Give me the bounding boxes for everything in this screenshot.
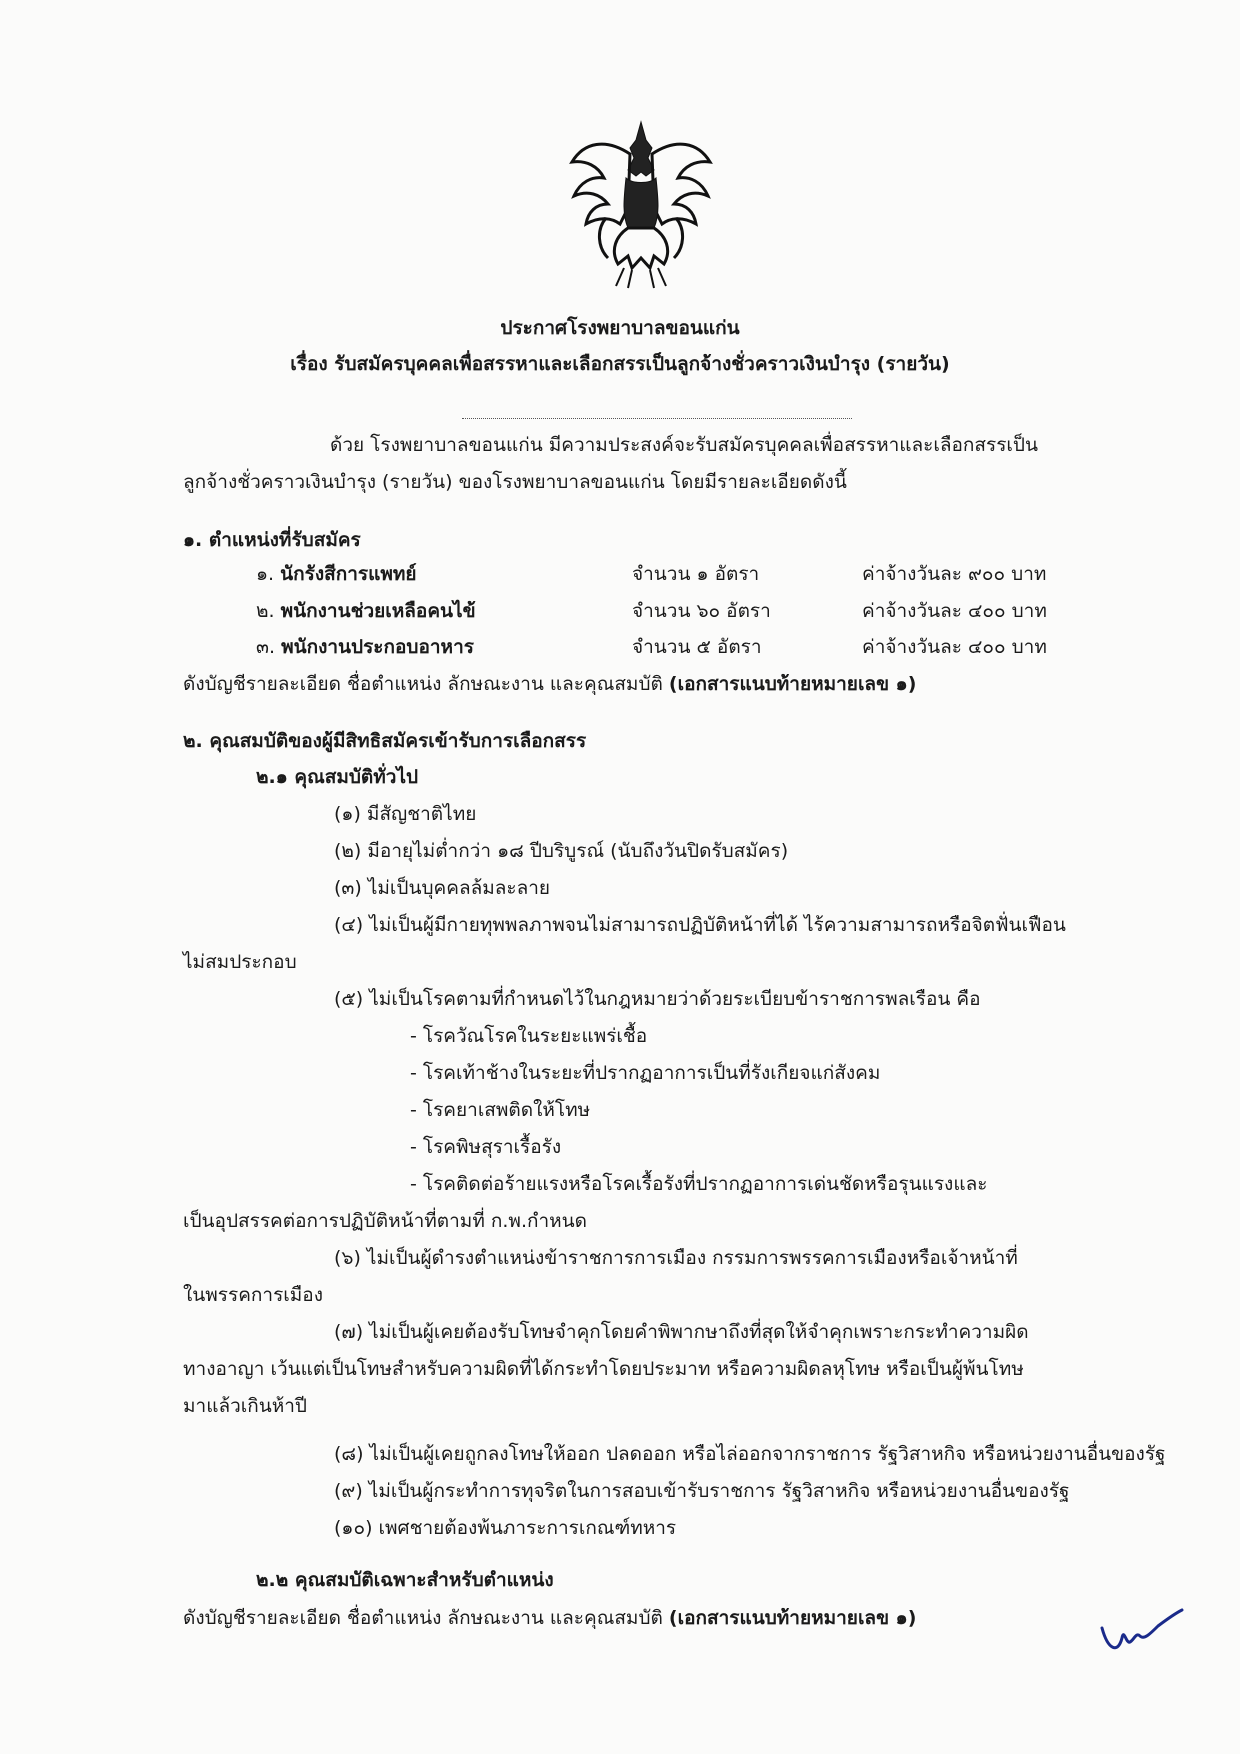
disease-item: - โรคพิษสุราเรื้อรัง bbox=[410, 1136, 562, 1158]
qualification-item: (๔) ไม่เป็นผู้มีกายทุพพลภาพจนไม่สามารถปฏิบัติหน้าที่ได้ ไร้ความสามารถหรือจิตฟั่นเฟือน bbox=[334, 914, 1066, 936]
position-count: จำนวน ๑ อัตรา bbox=[632, 563, 760, 585]
document-title: ประกาศโรงพยาบาลขอนแก่น bbox=[500, 317, 740, 339]
title-divider bbox=[462, 418, 852, 419]
qualification-item: (๑) มีสัญชาติไทย bbox=[334, 803, 477, 825]
position-name: พนักงานช่วยเหลือคนไข้ bbox=[280, 600, 476, 622]
attachment-reference: (เอกสารแนบท้ายหมายเลข ๑) bbox=[668, 673, 917, 695]
attachment-reference: (เอกสารแนบท้ายหมายเลข ๑) bbox=[668, 1607, 917, 1629]
disease-item: - โรคยาเสพติดให้โทษ bbox=[410, 1099, 591, 1121]
qualification-item: (๖) ไม่เป็นผู้ดำรงตำแหน่งข้าราชการการเมือง กรรมการพรรคการเมืองหรือเจ้าหน้าที่ bbox=[334, 1247, 1018, 1269]
position-row bbox=[256, 634, 474, 660]
signature-initials-icon bbox=[1096, 1598, 1186, 1658]
position-name: พนักงานประกอบอาหาร bbox=[281, 636, 474, 658]
qualification-item: (๗) ไม่เป็นผู้เคยต้องรับโทษจำคุกโดยคำพิพากษาถึงที่สุดให้จำคุกเพราะกระทำความผิด bbox=[334, 1321, 1029, 1343]
note-text: ดังบัญชีรายละเอียด ชื่อตำแหน่ง ลักษณะงาน และคุณสมบัติ bbox=[183, 673, 669, 695]
section-1-note bbox=[183, 671, 916, 697]
position-name: นักรังสีการแพทย์ bbox=[280, 563, 417, 585]
position-number: ๓. bbox=[256, 636, 276, 658]
position-row bbox=[256, 598, 476, 624]
disease-item: - โรคติดต่อร้ายแรงหรือโรคเรื้อรังที่ปรากฏอาการเด่นชัดหรือรุนแรงและ bbox=[410, 1173, 988, 1195]
intro-line-1: ด้วย โรงพยาบาลขอนแก่น มีความประสงค์จะรับสมัครบุคคลเพื่อสรรหาและเลือกสรรเป็น bbox=[330, 434, 1038, 456]
qualification-item: (๙) ไม่เป็นผู้กระทำการทุจริตในการสอบเข้ารับราชการ รัฐวิสาหกิจ หรือหน่วยงานอื่นของรัฐ bbox=[334, 1480, 1070, 1502]
position-number: ๑. bbox=[256, 563, 275, 585]
position-wage: ค่าจ้างวันละ ๔๐๐ บาท bbox=[862, 600, 1047, 622]
position-row bbox=[256, 561, 417, 587]
section-2-1-heading: ๒.๑ คุณสมบัติทั่วไป bbox=[256, 766, 419, 788]
position-count: จำนวน ๖๐ อัตรา bbox=[632, 600, 771, 622]
qualification-item: (๓) ไม่เป็นบุคคลล้มละลาย bbox=[334, 877, 551, 899]
section-1-heading: ๑. ตำแหน่งที่รับสมัคร bbox=[183, 529, 361, 551]
qualification-item: (๕) ไม่เป็นโรคตามที่กำหนดไว้ในกฎหมายว่าด้วยระเบียบข้าราชการพลเรือน คือ bbox=[334, 988, 981, 1010]
qualification-item: (๒) มีอายุไม่ต่ำกว่า ๑๘ ปีบริบูรณ์ (นับถึงวันปิดรับสมัคร) bbox=[334, 840, 789, 862]
qualification-item-continued: ไม่สมประกอบ bbox=[183, 951, 297, 973]
qualification-item: (๘) ไม่เป็นผู้เคยถูกลงโทษให้ออก ปลดออก หรือไล่ออกจากราชการ รัฐวิสาหกิจ หรือหน่วยงานอื่นของรัฐ bbox=[334, 1443, 1166, 1465]
document-subject: เรื่อง รับสมัครบุคคลเพื่อสรรหาและเลือกสรรเป็นลูกจ้างชั่วคราวเงินบำรุง (รายวัน) bbox=[290, 353, 950, 375]
position-number: ๒. bbox=[256, 600, 275, 622]
position-count: จำนวน ๕ อัตรา bbox=[632, 636, 762, 658]
qualification-item-continued: ในพรรคการเมือง bbox=[183, 1284, 323, 1306]
section-2-heading: ๒. คุณสมบัติของผู้มีสิทธิสมัครเข้ารับการเลือกสรร bbox=[183, 730, 587, 752]
section-2-2-note bbox=[183, 1605, 916, 1631]
position-wage: ค่าจ้างวันละ ๔๐๐ บาท bbox=[862, 636, 1047, 658]
section-2-2-heading: ๒.๒ คุณสมบัติเฉพาะสำหรับตำแหน่ง bbox=[256, 1569, 554, 1591]
qualification-item-continued: มาแล้วเกินห้าปี bbox=[183, 1395, 307, 1417]
disease-item: - โรคเท้าช้างในระยะที่ปรากฏอาการเป็นที่รังเกียจแก่สังคม bbox=[410, 1062, 881, 1084]
qualification-item: (๑๐) เพศชายต้องพ้นภาระการเกณฑ์ทหาร bbox=[334, 1517, 677, 1539]
note-text: ดังบัญชีรายละเอียด ชื่อตำแหน่ง ลักษณะงาน และคุณสมบัติ bbox=[183, 1607, 669, 1629]
intro-line-2: ลูกจ้างชั่วคราวเงินบำรุง (รายวัน) ของโรงพยาบาลขอนแก่น โดยมีรายละเอียดดังนี้ bbox=[183, 471, 847, 493]
disease-item: - โรควัณโรคในระยะแพร่เชื้อ bbox=[410, 1025, 648, 1047]
garuda-emblem-icon bbox=[566, 118, 716, 290]
disease-item-continued: เป็นอุปสรรคต่อการปฏิบัติหน้าที่ตามที่ ก.พ.กำหนด bbox=[183, 1210, 588, 1232]
qualification-item-continued: ทางอาญา เว้นแต่เป็นโทษสำหรับความผิดที่ได้กระทำโดยประมาท หรือความผิดลหุโทษ หรือเป็นผู้พ้นโทษ bbox=[183, 1358, 1024, 1380]
position-wage: ค่าจ้างวันละ ๙๐๐ บาท bbox=[862, 563, 1047, 585]
